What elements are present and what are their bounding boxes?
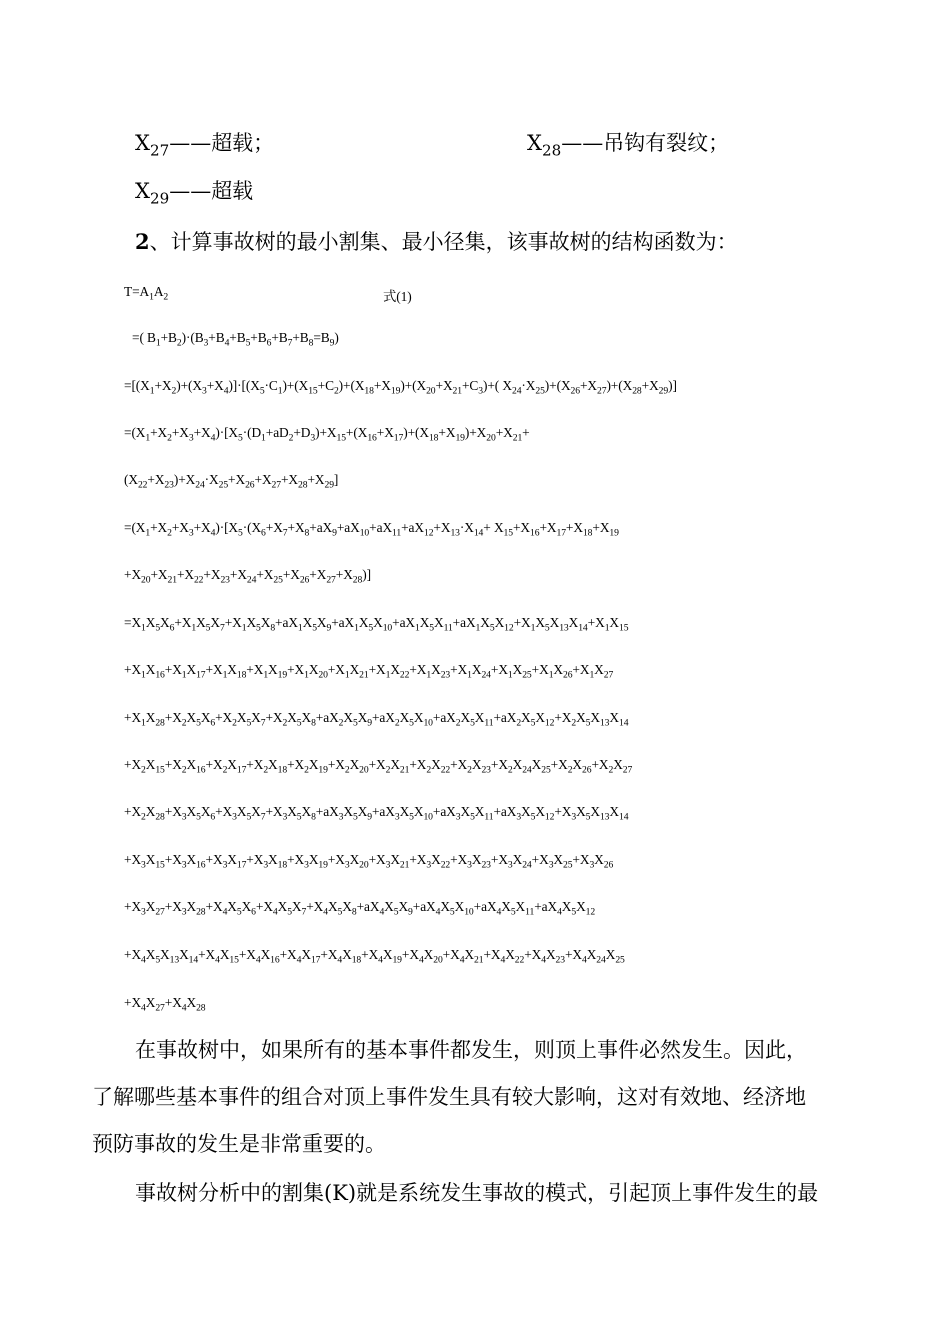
equation-line-15: $+X_4X_5X_{13}X_{14}+X_4X_{15}+X_4X_{16}+X_4X_{17}+X_4X_{18}+X_4X_{19}+X_4X_{20}+X_4X_{21}+X_4X_{22}+X_4X_{23}+X_4X_{24}X_{25}$ bbox=[124, 947, 625, 966]
section-heading: 2、计算事故树的最小割集、最小径集，该事故树的结构函数为： bbox=[135, 229, 738, 254]
equation-line-9: $+X_1X_{16}+X_1X_{17}+X_1X_{18}+X_1X_{19}+X_1X_{20}+X_1X_{21}+X_1X_{22}+X_1X_{23}+X_1X_{24}+X_1X_{25}+X_1X_{26}+X_1X_{27}$ bbox=[124, 662, 614, 681]
equation-line-3: $=[(X_1+X_2)+(X_3+X_4)]\cdot[(X_5\cdot C_1)+(X_{15}+C_2)+(X_{18}+X_{19})+(X_{20}+X_{21}+C_3)+$( $X_{24}\cdot X_{25})+(X_{26}+X_{27})+(X_{28}+X_{29})$] bbox=[124, 378, 677, 397]
equation-line-6: $=(X_1+X_2+X_3+X_4)\cdot[X_5\cdot(X_6+X_7+X_8+aX_9+aX_{10}+aX_{11}+aX_{12}+X_{13}\cdot X_{14}+ X_{15}+X_{16}+X_{17}+X_{18}+X_{19}$ bbox=[124, 520, 619, 539]
formula-label: 式(1) bbox=[383, 289, 412, 304]
header-item-x29: $X_{29}——$超载 bbox=[135, 179, 254, 208]
equation-line-16: $+X_4X_{27}+X_4X_{28}$ bbox=[124, 995, 206, 1014]
equation-line-1: $T=A_1A_2$ bbox=[124, 284, 169, 303]
header-item-x27: $X_{27}——$超载； bbox=[135, 131, 275, 160]
equation-line-13: $+X_3X_{15}+X_3X_{16}+X_3X_{17}+X_3X_{18}+X_3X_{19}+X_3X_{20}+X_3X_{21}+X_3X_{22}+X_3X_{23}+X_3X_{24}+X_3X_{25}+X_3X_{26}$ bbox=[124, 852, 614, 871]
equation-line-12: $+X_2X_{28}+X_3X_5X_6+X_3X_5X_7+X_3X_5X_8+aX_3X_5X_9+aX_3X_5X_{10}+aX_3X_5X_{11}+aX_3X_5X_{12}+X_3X_5X_{13}X_{14}$ bbox=[124, 804, 629, 823]
equation-line-2: =( $B_1+B_2)\cdot(B_3+B_4+B_5+B_6+B_7+B_8=B_9)$ bbox=[132, 330, 339, 349]
paragraph-2-line-1: 事故树分析中的割集(K)就是系统发生事故的模式，引起顶上事件发生的最 bbox=[135, 1181, 819, 1205]
paragraph-1-line-3: 预防事故的发生是非常重要的。 bbox=[92, 1132, 386, 1156]
header-item-x28: $X_{28}——$吊钩有裂纹； bbox=[527, 131, 730, 160]
equation-line-10: $+X_1X_{28}+X_2X_5X_6+X_2X_5X_7+X_2X_5X_8+aX_2X_5X_9+aX_2X_5X_{10}+aX_2X_5X_{11}+aX_2X_5X_{12}+X_2X_5X_{13}X_{14}$ bbox=[124, 710, 629, 729]
equation-line-14: $+X_3X_{27}+X_3X_{28}+X_4X_5X_6+X_4X_5X_7+X_4X_5X_8+aX_4X_5X_9+aX_4X_5X_{10}+aX_4X_5X_{11}+aX_4X_5X_{12}$ bbox=[124, 899, 596, 918]
paragraph-1-line-2: 了解哪些基本事件的组合对顶上事件发生具有较大影响，这对有效地、经济地 bbox=[92, 1085, 806, 1109]
equation-line-8: $=X_1X_5X_6+X_1X_5X_7+X_1X_5X_8+aX_1X_5X_9+aX_1X_5X_{10}+aX_1X_5X_{11}+aX_1X_5X_{12}+X_1X_5X_{13}X_{14}+X_1X_{15}$ bbox=[124, 615, 629, 634]
equation-line-11: $+X_2X_{15}+X_2X_{16}+X_2X_{17}+X_2X_{18}+X_2X_{19}+X_2X_{20}+X_2X_{21}+X_2X_{22}+X_2X_{23}+X_2X_{24}X_{25}+X_2X_{26}+X_2X_{27}$ bbox=[124, 757, 633, 776]
equation-line-4: $=(X_1+X_2+X_3+X_4)\cdot[X_5\cdot(D_1+aD_2+D_3)+X_{15}+(X_{16}+X_{17})+(X_{18}+X_{19})+X_{20}+X_{21}+$ bbox=[124, 425, 530, 444]
equation-line-7: $+X_{20}+X_{21}+X_{22}+X_{23}+X_{24}+X_{25}+X_{26}+X_{27}+X_{28}$)] bbox=[124, 567, 371, 586]
paragraph-1-line-1: 在事故树中，如果所有的基本事件都发生，则顶上事件必然发生。因此， bbox=[135, 1038, 807, 1062]
equation-line-5: $(X_{22}+X_{23})+X_{24}\cdot X_{25}+X_{26}+X_{27}+X_{28}+X_{29}$] bbox=[124, 472, 339, 491]
